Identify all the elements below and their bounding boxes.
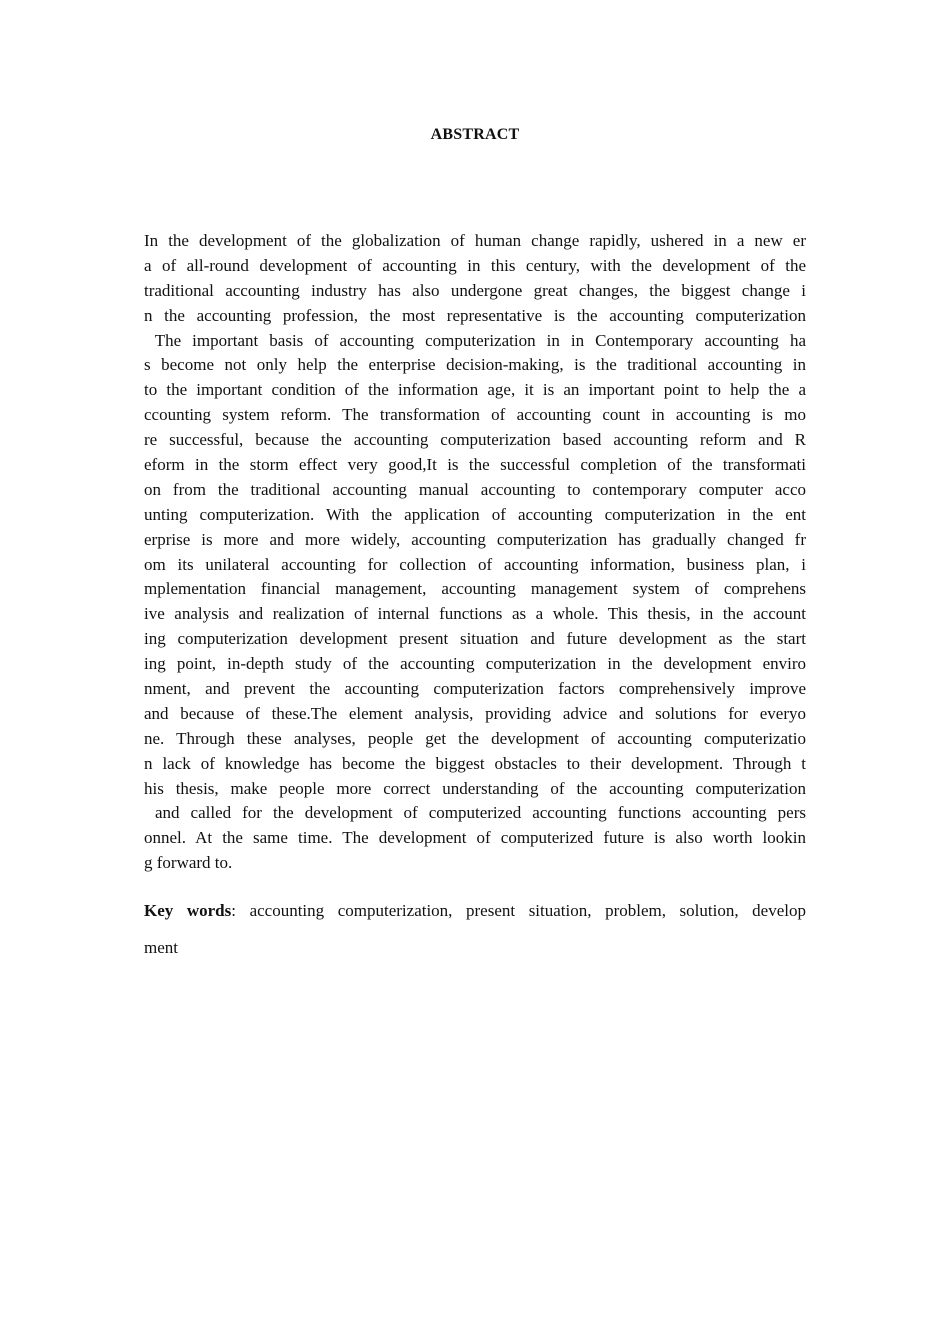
keywords-line	[144, 898, 806, 935]
abstract-line: ccounting system reform. The transformation of accounting count in accounting is mo	[144, 405, 806, 425]
abstract-line: nment, and prevent the accounting computerization factors comprehensively improve	[144, 679, 806, 699]
abstract-line: g forward to.	[144, 853, 233, 873]
keywords-separator: :	[231, 901, 250, 920]
abstract-line: to the important condition of the information age, it is an important point to help the a	[144, 380, 806, 400]
abstract-body	[144, 229, 806, 876]
abstract-line: om its unilateral accounting for collection of accounting information, business plan, i	[144, 554, 806, 574]
abstract-line: eform in the storm effect very good,It is the successful completion of the transformati	[144, 455, 806, 475]
abstract-line: traditional accounting industry has also undergone great changes, the biggest change i	[144, 280, 806, 300]
abstract-line: and because of these.The element analysis, providing advice and solutions for everyo	[144, 703, 806, 723]
keywords-label: Key words	[144, 901, 232, 920]
abstract-line: In the development of the globalization of human change rapidly, ushered in a new er	[144, 231, 806, 250]
abstract-line: ive analysis and realization of internal functions as a whole. This thesis, in the account	[144, 604, 806, 624]
abstract-line: mplementation financial management, accounting management system of comprehens	[144, 579, 806, 599]
abstract-line: unting computerization. With the application of accounting computerization in the ent	[144, 504, 806, 524]
abstract-line: ing computerization development present situation and future development as the start	[144, 629, 806, 649]
abstract-line: s become not only help the enterprise decision-making, is the traditional accounting in	[144, 355, 806, 375]
abstract-line: on from the traditional accounting manual accounting to contemporary computer acco	[144, 479, 806, 499]
abstract-line: his thesis, make people more correct understanding of the accounting computerization	[144, 778, 806, 798]
abstract-line: onnel. At the same time. The development of computerized future is also worth lookin	[144, 828, 806, 848]
abstract-line: and called for the development of computerized accounting functions accounting pers	[144, 803, 806, 823]
abstract-line: erprise is more and more widely, accounting computerization has gradually changed fr	[144, 529, 806, 549]
keywords-text: accounting computerization, present situation, problem, solution, develop	[249, 901, 806, 920]
abstract-line: a of all-round development of accounting in this century, with the development of the	[144, 255, 806, 275]
keywords-line-continued: ment	[144, 938, 178, 957]
abstract-line: ing point, in-depth study of the accounting computerization in the development enviro	[144, 654, 806, 674]
abstract-line: The important basis of accounting computerization in in Contemporary accounting ha	[144, 330, 806, 350]
keywords-section	[144, 898, 806, 972]
abstract-line: n the accounting profession, the most representative is the accounting computerization	[144, 305, 806, 325]
abstract-line: ne. Through these analyses, people get the development of accounting computerizatio	[144, 728, 806, 748]
abstract-line: re successful, because the accounting computerization based accounting reform and R	[144, 430, 806, 450]
abstract-line: n lack of knowledge has become the biggest obstacles to their development. Through t	[144, 753, 806, 773]
abstract-title: ABSTRACT	[430, 126, 520, 143]
